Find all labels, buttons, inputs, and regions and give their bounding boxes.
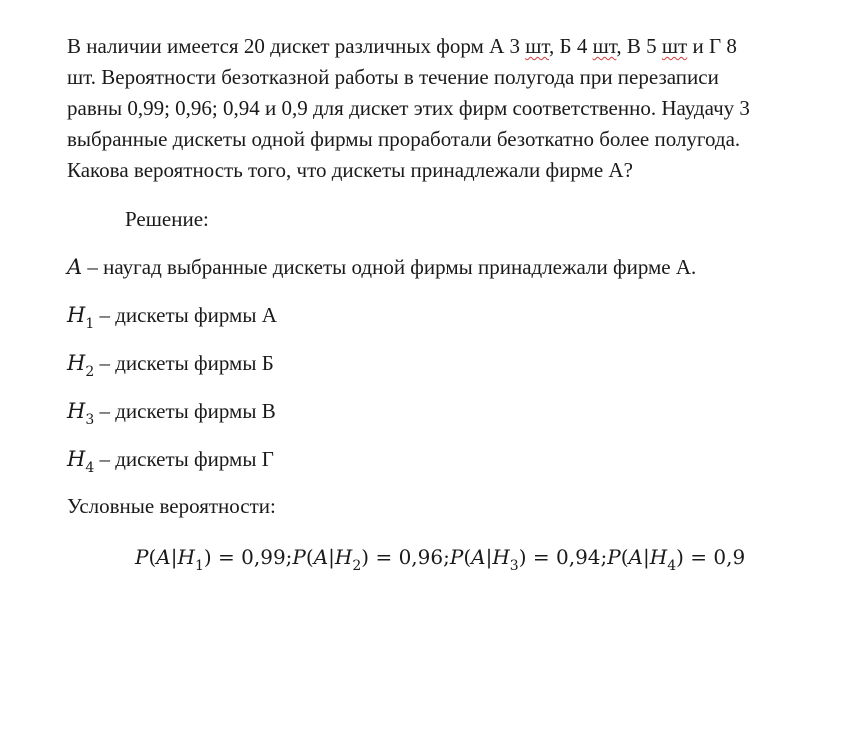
problem-text-2: , Б 4 <box>549 34 593 58</box>
event-a-text: – наугад выбранные дискеты одной фирмы принадлежали фирме А. <box>82 255 697 279</box>
spellcheck-word-2[interactable]: шт <box>592 34 617 58</box>
hypothesis-1 <box>67 300 837 331</box>
formula-term-1: P <box>135 545 149 569</box>
formula-value-1: 0,99 <box>241 545 286 569</box>
event-a-definition <box>67 252 837 283</box>
problem-text-1: В наличии имеется 20 дискет различных форм А 3 <box>67 34 526 58</box>
hypothesis-symbol: H <box>67 303 86 327</box>
hypothesis-text: – дискеты фирмы В <box>94 399 276 423</box>
hypothesis-symbol: H <box>67 399 86 423</box>
formula-term-2: P <box>292 545 306 569</box>
hypothesis-subscript: 2 <box>85 364 95 380</box>
formula-value-2: 0,96 <box>398 545 444 569</box>
formula-subscript-2: 2 <box>352 558 362 574</box>
hypothesis-subscript: 4 <box>85 460 95 476</box>
problem-text-3: , В 5 <box>616 34 662 58</box>
formula-value-3: 0,94 <box>555 545 601 569</box>
hypothesis-subscript: 3 <box>85 412 95 428</box>
hypothesis-subscript: 1 <box>85 316 95 332</box>
formula-subscript-4: 4 <box>667 558 677 574</box>
spellcheck-word-1[interactable]: шт <box>525 34 550 58</box>
solution-heading: Решение: <box>125 207 209 231</box>
hypothesis-2 <box>67 348 837 379</box>
formula-value-4: 0,9 <box>713 545 746 569</box>
formula-term-3: P <box>449 545 464 569</box>
problem-text-4: и Г 8 шт. Вероятности безотказной работы в течение полугода при перезаписи равны 0,99; 0,96; 0,94 и 0,9 для дискет этих фирм соответственно. Наудачу 3 выбранные дискеты одной фирмы проработали безоткатно более полугода. Какова вероятность того, что дискеты принадлежали фирме А? <box>67 34 750 182</box>
hypothesis-4 <box>67 444 837 475</box>
document-page <box>67 31 837 574</box>
conditional-probabilities-formula: $P(A|H_1)$ = $0,99;P(A|H_2)$ = $0,96;P(A|H_3)$ = $0,94;P(A|H_4) = 0,9$ <box>135 545 746 574</box>
hypothesis-text: – дискеты фирмы Б <box>94 351 274 375</box>
event-a-symbol: A <box>67 255 83 279</box>
spellcheck-word-3[interactable]: шт <box>661 34 688 58</box>
hypothesis-3 <box>67 396 837 427</box>
hypothesis-text: – дискеты фирмы Г <box>94 447 274 471</box>
formula-subscript-1: 1 <box>194 558 204 574</box>
conditional-probabilities-heading: Условные вероятности: <box>67 494 276 518</box>
hypothesis-symbol: H <box>67 447 86 471</box>
problem-statement <box>67 31 837 186</box>
formula-term-4: P <box>607 545 621 569</box>
hypothesis-text: – дискеты фирмы А <box>94 303 277 327</box>
hypothesis-symbol: H <box>67 351 86 375</box>
formula-subscript-3: 3 <box>509 558 519 574</box>
